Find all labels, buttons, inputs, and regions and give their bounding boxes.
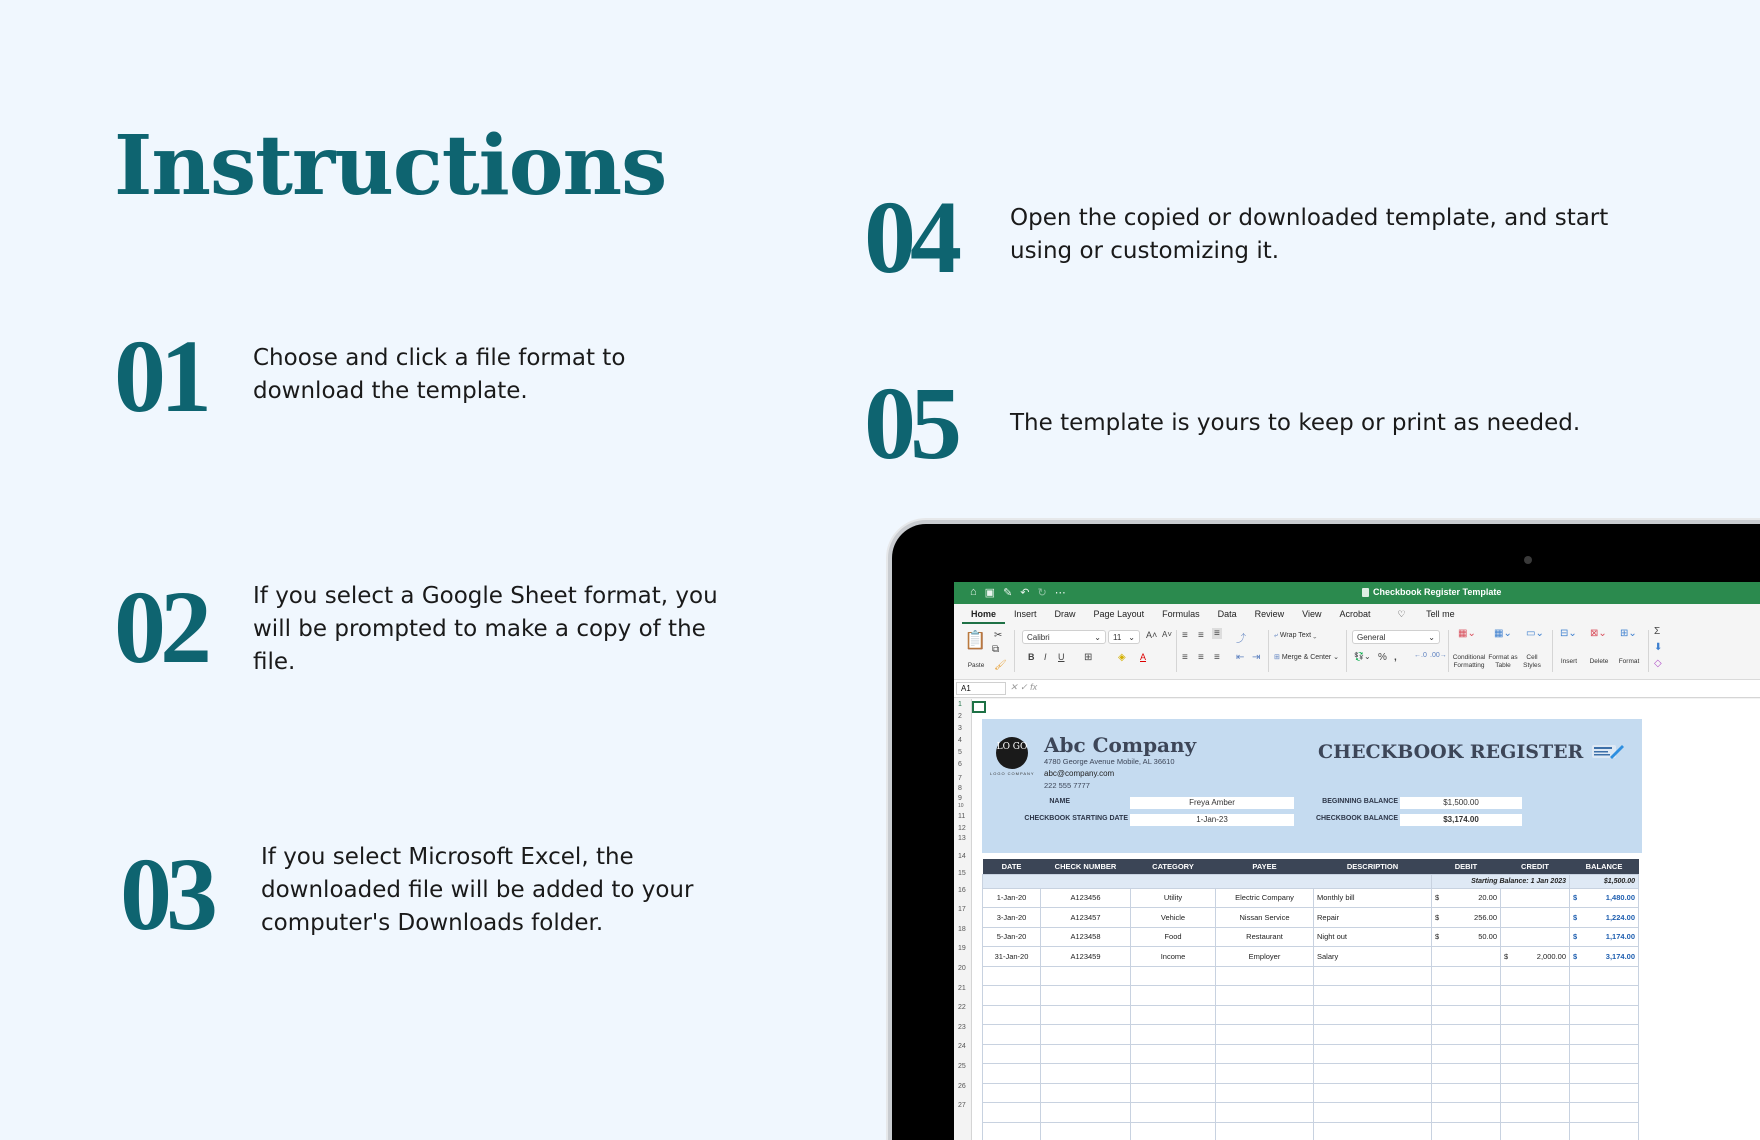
wrap-text-button[interactable]: ⤶ Wrap Text ⌄ bbox=[1274, 632, 1317, 639]
table-row-empty bbox=[983, 1025, 1639, 1045]
column-heading: CREDIT bbox=[1501, 859, 1570, 874]
step-number: 04 bbox=[864, 180, 956, 295]
company-email: abc@company.com bbox=[1044, 769, 1115, 778]
fill-color-icon[interactable]: ◈ bbox=[1118, 652, 1126, 663]
cell-balance[interactable]: $ 1,480.00 bbox=[1570, 888, 1639, 908]
confirm-icon: ✓ bbox=[1020, 682, 1031, 692]
row-header[interactable]: 7 bbox=[958, 775, 962, 782]
beginning-balance-label: BEGINNING BALANCE bbox=[1322, 798, 1398, 805]
edit-icon[interactable]: ✎ bbox=[1003, 587, 1013, 599]
window-title: Checkbook Register Template bbox=[1373, 587, 1502, 597]
align-center-icon[interactable]: ≡ bbox=[1198, 652, 1204, 663]
row-header[interactable]: 12 bbox=[958, 825, 966, 832]
camera-icon bbox=[1524, 556, 1532, 564]
fx-icon: fx bbox=[1030, 682, 1038, 692]
row-header[interactable]: 2 bbox=[958, 713, 962, 720]
number-format-select[interactable]: General ⌄ bbox=[1352, 630, 1440, 644]
check-pen-icon bbox=[1592, 743, 1624, 759]
cell-category[interactable]: Income bbox=[1131, 947, 1216, 967]
name-label: NAME bbox=[1049, 798, 1070, 805]
beginning-balance-field[interactable]: $1,500.00 bbox=[1400, 797, 1522, 809]
clear-icon[interactable]: ◇ bbox=[1654, 658, 1662, 669]
worksheet[interactable] bbox=[972, 699, 1760, 1140]
insert-button[interactable]: Insert bbox=[1560, 658, 1578, 665]
row-header[interactable]: 14 bbox=[958, 853, 966, 860]
undo-icon[interactable]: ↶ bbox=[1020, 587, 1030, 599]
table-row-empty bbox=[983, 1103, 1639, 1123]
cell-payee[interactable]: Restaurant bbox=[1216, 927, 1314, 947]
row-header[interactable]: 15 bbox=[958, 870, 966, 877]
company-name: Abc Company bbox=[1044, 733, 1197, 757]
cell-payee[interactable]: Employer bbox=[1216, 947, 1314, 967]
row-headers bbox=[954, 699, 972, 1140]
align-left-icon[interactable]: ≡ bbox=[1182, 652, 1188, 663]
row-header[interactable]: 22 bbox=[958, 1004, 966, 1011]
tab-insert[interactable]: Insert bbox=[1014, 609, 1037, 619]
step-text: If you select a Google Sheet format, you will be prompted to make a copy of the file. bbox=[253, 583, 718, 675]
wrap-text-icon: ⤶ bbox=[1274, 632, 1280, 639]
align-right-icon[interactable]: ≡ bbox=[1214, 652, 1220, 663]
cell-debit[interactable]: $ 20.00 bbox=[1432, 888, 1501, 908]
table-row bbox=[983, 947, 1639, 967]
table-row bbox=[983, 888, 1639, 908]
currency-format-icon[interactable]: 💱⌄ bbox=[1354, 652, 1371, 661]
decrease-font-icon[interactable]: A˅ bbox=[1162, 630, 1173, 639]
tab-data[interactable]: Data bbox=[1217, 609, 1237, 619]
logo: LO GO bbox=[996, 737, 1028, 769]
cell-description[interactable]: Monthly bill bbox=[1314, 888, 1432, 908]
company-phone: 222 555 7777 bbox=[1044, 781, 1090, 790]
tell-me[interactable]: ♡ Tell me bbox=[1380, 604, 1473, 624]
cell-category[interactable]: Utility bbox=[1131, 888, 1216, 908]
row-header[interactable]: 4 bbox=[958, 737, 962, 744]
orientation-icon[interactable]: ⤴ bbox=[1236, 634, 1246, 645]
column-heading: BALANCE bbox=[1570, 859, 1639, 874]
step-text: The template is yours to keep or print as needed. bbox=[1010, 410, 1581, 436]
step-number: 01 bbox=[114, 319, 206, 434]
tab-review[interactable]: Review bbox=[1254, 609, 1285, 619]
cell-date[interactable]: 5-Jan-20 bbox=[983, 927, 1041, 947]
tab-formulas[interactable]: Formulas bbox=[1162, 609, 1200, 619]
font-size-select[interactable]: 11 ⌄ bbox=[1108, 630, 1140, 644]
column-heading: DEBIT bbox=[1432, 859, 1501, 874]
table-row-empty bbox=[983, 1005, 1639, 1025]
document-icon bbox=[1362, 588, 1369, 597]
tab-home[interactable]: Home bbox=[962, 604, 1005, 624]
row-header[interactable]: 1 bbox=[958, 701, 962, 708]
step-text: If you select Microsoft Excel, the downloaded file will be added to your computer's Downloads folder. bbox=[261, 844, 694, 936]
decrease-indent-icon[interactable]: ⇤ bbox=[1236, 652, 1245, 663]
table-row-empty bbox=[983, 1044, 1639, 1064]
row-header[interactable]: 27 bbox=[958, 1102, 966, 1109]
row-header[interactable]: 20 bbox=[958, 965, 966, 972]
delete-cells-icon[interactable]: ⊠⌄ bbox=[1590, 628, 1607, 639]
insert-cells-icon[interactable]: ⊟⌄ bbox=[1560, 628, 1577, 639]
column-heading: CHECK NUMBER bbox=[1041, 859, 1131, 874]
row-header[interactable]: 6 bbox=[958, 761, 962, 768]
starting-balance-value: $1,500.00 bbox=[1570, 874, 1639, 888]
table-row-empty bbox=[983, 966, 1639, 986]
logo-caption: LOGO COMPANY bbox=[990, 771, 1035, 776]
increase-font-icon[interactable]: A˄ bbox=[1146, 630, 1158, 640]
start-date-field[interactable]: 1-Jan-23 bbox=[1130, 814, 1294, 826]
row-header[interactable]: 23 bbox=[958, 1024, 966, 1031]
format-as-table-icon[interactable]: ▦⌄ bbox=[1494, 628, 1512, 639]
delete-button[interactable]: Delete bbox=[1589, 658, 1609, 665]
italic-button[interactable]: I bbox=[1044, 652, 1047, 662]
underline-button[interactable]: U bbox=[1058, 652, 1065, 662]
align-bottom-icon[interactable]: ≡ bbox=[1214, 628, 1220, 639]
cell-description[interactable]: Salary bbox=[1314, 947, 1432, 967]
cell-balance[interactable]: $ 1,174.00 bbox=[1570, 927, 1639, 947]
font-color-icon[interactable]: A bbox=[1140, 652, 1147, 662]
cell-description[interactable]: Night out bbox=[1314, 927, 1432, 947]
table-row-empty bbox=[983, 1064, 1639, 1084]
cell-category[interactable]: Food bbox=[1131, 927, 1216, 947]
row-header[interactable]: 18 bbox=[958, 926, 966, 933]
more-icon[interactable]: ⋯ bbox=[1054, 587, 1066, 599]
cell-check[interactable]: A123456 bbox=[1041, 888, 1131, 908]
decrease-decimal-icon[interactable]: .00→ bbox=[1430, 652, 1447, 659]
format-button[interactable]: Format bbox=[1618, 658, 1640, 665]
name-box[interactable]: A1 bbox=[956, 682, 1006, 695]
row-header[interactable]: 8 bbox=[958, 785, 962, 792]
font-select[interactable]: Calibri ⌄ bbox=[1022, 630, 1106, 644]
align-top-icon[interactable]: ≡ bbox=[1182, 630, 1188, 641]
cell-styles-button[interactable]: Cell Styles bbox=[1523, 654, 1541, 669]
save-icon[interactable]: ▣ bbox=[984, 587, 996, 599]
cell-date[interactable]: 3-Jan-20 bbox=[983, 908, 1041, 928]
row-header[interactable]: 3 bbox=[958, 725, 962, 732]
step-text: Choose and click a file format to download the template. bbox=[253, 345, 626, 404]
company-address: 4780 George Avenue Mobile, AL 36610 bbox=[1044, 757, 1175, 766]
conditional-formatting-button[interactable]: Conditional Formatting bbox=[1452, 654, 1486, 669]
copy-icon[interactable]: ⧉ bbox=[992, 644, 1000, 655]
start-date-label: CHECKBOOK STARTING DATE bbox=[1024, 815, 1128, 822]
selected-cell[interactable] bbox=[972, 701, 986, 713]
cell-date[interactable]: 31-Jan-20 bbox=[983, 947, 1041, 967]
starting-balance-row bbox=[983, 874, 1639, 888]
row-header[interactable]: 26 bbox=[958, 1083, 966, 1090]
row-header[interactable]: 19 bbox=[958, 945, 966, 952]
step-number: 05 bbox=[864, 366, 956, 481]
comma-style-icon[interactable]: , bbox=[1394, 652, 1397, 663]
table-row-empty bbox=[983, 1122, 1639, 1140]
register-table bbox=[982, 859, 1639, 1140]
row-header[interactable]: 13 bbox=[958, 835, 966, 842]
formula-controls bbox=[1010, 682, 1037, 693]
bold-button[interactable]: B bbox=[1028, 652, 1035, 662]
register-header bbox=[982, 719, 1642, 853]
row-header[interactable]: 10 bbox=[958, 803, 964, 809]
conditional-formatting-icon[interactable]: ▦⌄ bbox=[1458, 628, 1476, 639]
row-header[interactable]: 25 bbox=[958, 1063, 966, 1070]
cell-date[interactable]: 1-Jan-20 bbox=[983, 888, 1041, 908]
cell-credit[interactable]: $ 2,000.00 bbox=[1501, 947, 1570, 967]
cell-category[interactable]: Vehicle bbox=[1131, 908, 1216, 928]
ribbon bbox=[954, 624, 1760, 680]
step-text: Open the copied or downloaded template, and start using or customizing it. bbox=[1010, 205, 1609, 264]
cell-check[interactable]: A123457 bbox=[1041, 908, 1131, 928]
cell-description[interactable]: Repair bbox=[1314, 908, 1432, 928]
row-header[interactable]: 5 bbox=[958, 749, 962, 756]
tab-acrobat[interactable]: Acrobat bbox=[1339, 609, 1371, 619]
cancel-icon: ✕ bbox=[1010, 682, 1021, 692]
cell-debit[interactable]: $ 256.00 bbox=[1432, 908, 1501, 928]
percent-icon[interactable]: % bbox=[1378, 652, 1387, 663]
increase-decimal-icon[interactable]: ←.0 bbox=[1414, 652, 1427, 659]
cell-credit[interactable] bbox=[1501, 927, 1570, 947]
format-painter-icon[interactable]: 🖌 bbox=[994, 660, 1007, 671]
cell-check[interactable]: A123458 bbox=[1041, 927, 1131, 947]
excel-window bbox=[954, 582, 1760, 1140]
page-title: Instructions bbox=[114, 118, 667, 214]
ribbon-tabs bbox=[954, 604, 1760, 624]
cell-payee[interactable]: Electric Company bbox=[1216, 888, 1314, 908]
paste-icon[interactable]: 📋 bbox=[964, 630, 987, 650]
column-heading: DESCRIPTION bbox=[1314, 859, 1432, 874]
register-title: CHECKBOOK REGISTER bbox=[1318, 741, 1584, 763]
redo-icon[interactable]: ↻ bbox=[1037, 587, 1047, 599]
row-header[interactable]: 24 bbox=[958, 1043, 966, 1050]
cell-debit[interactable] bbox=[1432, 947, 1501, 967]
cell-debit[interactable]: $ 50.00 bbox=[1432, 927, 1501, 947]
cell-balance[interactable]: $ 3,174.00 bbox=[1570, 947, 1639, 967]
table-row-empty bbox=[983, 1083, 1639, 1103]
step-number: 02 bbox=[114, 570, 206, 685]
autosum-icon[interactable]: Σ bbox=[1654, 626, 1661, 637]
cut-icon[interactable]: ✂ bbox=[994, 630, 1003, 641]
column-heading: CATEGORY bbox=[1131, 859, 1216, 874]
laptop-mockup bbox=[888, 520, 1760, 1140]
row-header[interactable]: 11 bbox=[958, 813, 966, 820]
table-row bbox=[983, 927, 1639, 947]
table-header-row bbox=[983, 859, 1639, 874]
table-row bbox=[983, 908, 1639, 928]
table-row-empty bbox=[983, 986, 1639, 1006]
lightbulb-icon: ♡ bbox=[1397, 609, 1409, 619]
tab-page-layout[interactable]: Page Layout bbox=[1093, 609, 1145, 619]
tab-draw[interactable]: Draw bbox=[1054, 609, 1076, 619]
fill-icon[interactable]: ⬇ bbox=[1654, 642, 1663, 653]
row-header[interactable]: 16 bbox=[958, 887, 966, 894]
align-middle-icon[interactable]: ≡ bbox=[1198, 630, 1204, 641]
increase-indent-icon[interactable]: ⇥ bbox=[1252, 652, 1261, 663]
cell-credit[interactable] bbox=[1501, 888, 1570, 908]
column-heading: DATE bbox=[983, 859, 1041, 874]
row-header[interactable]: 17 bbox=[958, 906, 966, 913]
row-header[interactable]: 21 bbox=[958, 985, 966, 992]
cell-balance[interactable]: $ 1,224.00 bbox=[1570, 908, 1639, 928]
paste-button[interactable]: Paste bbox=[967, 662, 985, 669]
checkbook-balance-label: CHECKBOOK BALANCE bbox=[1315, 815, 1398, 822]
row-header[interactable]: 9 bbox=[958, 795, 962, 802]
borders-icon[interactable]: ⊞ bbox=[1084, 652, 1093, 663]
formula-bar bbox=[954, 680, 1760, 698]
format-cells-icon[interactable]: ⊞⌄ bbox=[1620, 628, 1637, 639]
cell-payee[interactable]: Nissan Service bbox=[1216, 908, 1314, 928]
format-as-table-button[interactable]: Format as Table bbox=[1488, 654, 1518, 669]
cell-credit[interactable] bbox=[1501, 908, 1570, 928]
step-number: 03 bbox=[120, 837, 212, 952]
name-field[interactable]: Freya Amber bbox=[1130, 797, 1294, 809]
checkbook-balance-field: $3,174.00 bbox=[1400, 814, 1522, 826]
starting-balance-label: Starting Balance: 1 Jan 2023 bbox=[1432, 874, 1570, 888]
column-heading: PAYEE bbox=[1216, 859, 1314, 874]
title-bar bbox=[954, 582, 1760, 604]
merge-icon: ⊞ bbox=[1274, 654, 1282, 661]
home-icon[interactable]: ⌂ bbox=[970, 586, 977, 598]
cell-check[interactable]: A123459 bbox=[1041, 947, 1131, 967]
tab-view[interactable]: View bbox=[1302, 609, 1322, 619]
cell-styles-icon[interactable]: ▭⌄ bbox=[1526, 628, 1544, 639]
merge-center-button[interactable]: ⊞ Merge & Center ⌄ bbox=[1274, 654, 1340, 661]
